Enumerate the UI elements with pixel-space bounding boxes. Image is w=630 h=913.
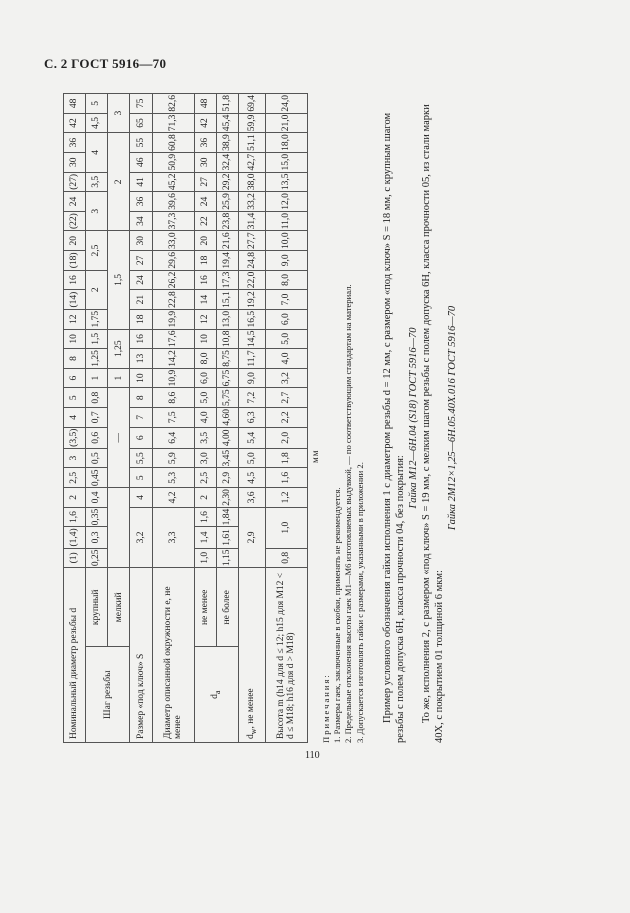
size-header: 5 bbox=[64, 388, 86, 408]
table-cell: 5,0 bbox=[239, 448, 265, 468]
table-cell: 2,2 bbox=[265, 408, 307, 428]
table-cell: 6 bbox=[130, 427, 152, 448]
table-cell: 6,0 bbox=[194, 368, 216, 388]
table-cell: 0,5 bbox=[86, 448, 108, 468]
table-cell: 0,45 bbox=[86, 468, 108, 488]
table-cell: 48 bbox=[194, 94, 216, 114]
size-header: (18) bbox=[64, 251, 86, 271]
table-cell: 6,3 bbox=[239, 408, 265, 428]
size-header: 30 bbox=[64, 152, 86, 172]
table-cell: 0,25 bbox=[86, 548, 108, 568]
table-cell: 25,9 bbox=[217, 192, 239, 212]
table-cell: 15,0 bbox=[265, 152, 307, 172]
row-label: не более bbox=[217, 568, 239, 647]
size-header: 20 bbox=[64, 231, 86, 251]
size-header: (27) bbox=[64, 172, 86, 192]
size-header: 24 bbox=[64, 192, 86, 212]
row-label: Шаг резьбы bbox=[86, 647, 130, 743]
table-cell: 1,6 bbox=[265, 468, 307, 488]
da-symbol: d bbox=[210, 694, 221, 699]
table-cell: 10 bbox=[194, 329, 216, 349]
table-cell: 65 bbox=[130, 113, 152, 133]
table-cell: 36 bbox=[194, 133, 216, 153]
row-label: мелкий bbox=[108, 568, 130, 647]
table-cell: 2,30 bbox=[217, 488, 239, 508]
row-label: Диаметр описанной окружности е, не менее bbox=[152, 568, 194, 743]
table-cell: 8 bbox=[130, 388, 152, 408]
table-cell: 6,0 bbox=[265, 309, 307, 329]
table-cell: 51,8 bbox=[217, 94, 239, 114]
table-cell: 10,8 bbox=[217, 329, 239, 349]
table-cell: 22,8 bbox=[152, 290, 194, 310]
table-cell: 1,75 bbox=[86, 309, 108, 329]
table-cell: 24,0 bbox=[265, 94, 307, 114]
page-number: 110 bbox=[305, 750, 320, 761]
table-cell: 13 bbox=[130, 349, 152, 369]
table-cell: 75 bbox=[130, 94, 152, 114]
fine-pitch-row bbox=[108, 94, 130, 743]
table-cell: 7 bbox=[130, 408, 152, 428]
size-header: (22) bbox=[64, 211, 86, 231]
size-header: 16 bbox=[64, 270, 86, 290]
table-cell: 2,5 bbox=[86, 231, 108, 270]
table-cell: 7,2 bbox=[239, 388, 265, 408]
table-cell: 7,0 bbox=[265, 290, 307, 310]
table-cell: 3,5 bbox=[194, 427, 216, 448]
table-cell: 16 bbox=[130, 329, 152, 349]
coarse-pitch-row bbox=[86, 94, 108, 743]
table-cell: — bbox=[108, 388, 130, 488]
table-cell: 17,6 bbox=[152, 329, 194, 349]
table-cell: 8,6 bbox=[152, 388, 194, 408]
table-cell: 23,8 bbox=[217, 211, 239, 231]
table-cell: 5 bbox=[130, 468, 152, 488]
table-cell: 1,25 bbox=[86, 349, 108, 369]
table-cell: 38,9 bbox=[217, 133, 239, 153]
table-cell: 20 bbox=[194, 231, 216, 251]
table-cell: 45,4 bbox=[217, 113, 239, 133]
table-cell: 4 bbox=[130, 488, 152, 508]
table-cell: 10,9 bbox=[152, 368, 194, 388]
table-cell: 4,60 bbox=[217, 408, 239, 428]
table-cell: 59,9 bbox=[239, 113, 265, 133]
m-row bbox=[265, 94, 307, 743]
dw-subscript: w bbox=[248, 728, 258, 735]
header-row bbox=[64, 94, 86, 743]
table-cell: 4,0 bbox=[265, 349, 307, 369]
dw-symbol: d bbox=[245, 734, 256, 739]
table-cell: 1,5 bbox=[86, 329, 108, 349]
table-cell: 1,25 bbox=[108, 329, 130, 368]
table-cell: 3,2 bbox=[265, 368, 307, 388]
table-cell: 5,4 bbox=[239, 427, 265, 448]
table-cell: 3,6 bbox=[239, 488, 265, 508]
table-cell: 15,1 bbox=[217, 290, 239, 310]
table-cell: 16,5 bbox=[239, 309, 265, 329]
table-cell: 33,0 bbox=[152, 231, 194, 251]
e-row bbox=[152, 94, 194, 743]
row-label: Размер «под ключ» S bbox=[130, 568, 152, 743]
table-cell: 4,2 bbox=[152, 488, 194, 508]
table-cell: 5,5 bbox=[130, 448, 152, 468]
table-cell: 12,0 bbox=[265, 192, 307, 212]
size-header: 1,6 bbox=[64, 507, 86, 527]
table-cell: 4,00 bbox=[217, 427, 239, 448]
table-cell: 32,4 bbox=[217, 152, 239, 172]
table-cell: 38,0 bbox=[239, 172, 265, 192]
table-cell: 3,45 bbox=[217, 448, 239, 468]
table-cell: 5,0 bbox=[194, 388, 216, 408]
size-header: (14) bbox=[64, 290, 86, 310]
table-cell: 1 bbox=[86, 368, 108, 388]
size-header: 48 bbox=[64, 94, 86, 114]
table-cell: 11,0 bbox=[265, 211, 307, 231]
size-header: 2,5 bbox=[64, 468, 86, 488]
size-header: 42 bbox=[64, 113, 86, 133]
table-cell: 21,6 bbox=[217, 231, 239, 251]
table-cell: 13,0 bbox=[217, 309, 239, 329]
table-cell: 2,9 bbox=[217, 468, 239, 488]
table-cell: 50,9 bbox=[152, 152, 194, 172]
row-label bbox=[239, 568, 265, 743]
nut-dimensions-table bbox=[63, 93, 308, 743]
table-cell: 10,0 bbox=[265, 231, 307, 251]
table-cell: 3,0 bbox=[194, 448, 216, 468]
size-header: 36 bbox=[64, 133, 86, 153]
designation-example bbox=[381, 93, 459, 743]
table-cell: 1,2 bbox=[265, 488, 307, 508]
table-cell: 14,5 bbox=[239, 329, 265, 349]
table-cell: 11,7 bbox=[239, 349, 265, 369]
table-cell: 1,0 bbox=[194, 548, 216, 568]
size-header: 2 bbox=[64, 488, 86, 508]
example-formula-2: Гайка 2М12×1,25—6Н.05.40Х.016 ГОСТ 5916—70 bbox=[447, 305, 458, 531]
table-cell: 1,8 bbox=[265, 448, 307, 468]
table-cell: 0,3 bbox=[86, 527, 108, 548]
table-cell: 36 bbox=[130, 192, 152, 212]
table-cell: 2 bbox=[86, 270, 108, 309]
table-cell: 9,0 bbox=[239, 368, 265, 388]
table-cell: 0,4 bbox=[86, 488, 108, 508]
table-cell: 27,7 bbox=[239, 231, 265, 251]
size-header: 8 bbox=[64, 349, 86, 369]
table-cell: 12 bbox=[194, 309, 216, 329]
table-cell: 29,6 bbox=[152, 251, 194, 271]
table-cell: 16 bbox=[194, 270, 216, 290]
table-cell: 82,6 bbox=[152, 94, 194, 114]
table-cell: 1,15 bbox=[217, 548, 239, 568]
table-cell: 19,2 bbox=[239, 290, 265, 310]
table-cell: 34 bbox=[130, 211, 152, 231]
table-cell: 5,0 bbox=[265, 329, 307, 349]
table-cell: 14,2 bbox=[152, 349, 194, 369]
table-cell: 9,0 bbox=[265, 251, 307, 271]
da-subscript: a bbox=[213, 690, 223, 695]
table-cell: 27 bbox=[194, 172, 216, 192]
table-cell: 8,75 bbox=[217, 349, 239, 369]
units-label: мм bbox=[310, 449, 320, 463]
table-cell: 69,4 bbox=[239, 94, 265, 114]
row-label: не менее bbox=[194, 568, 216, 647]
note-item: 3. Допускается изготовлять гайки с размерами, указанными в приложении 2. bbox=[354, 462, 365, 743]
row-label: крупный bbox=[86, 568, 108, 647]
table-cell: 33,2 bbox=[239, 192, 265, 212]
table-cell: 27 bbox=[130, 251, 152, 271]
table-cell: 14 bbox=[194, 290, 216, 310]
table-cell: 13,5 bbox=[265, 172, 307, 192]
table-cell: 37,3 bbox=[152, 211, 194, 231]
table-cell: 41 bbox=[130, 172, 152, 192]
note-item: 1. Размеры гаек, заключенные в скобки, применять не рекомендуется. bbox=[332, 487, 343, 743]
table-cell: 39,6 bbox=[152, 192, 194, 212]
table-cell: 2,5 bbox=[194, 468, 216, 488]
table-cell: 4,5 bbox=[239, 468, 265, 488]
table-cell: 24 bbox=[194, 192, 216, 212]
table-cell: 0,8 bbox=[265, 548, 307, 568]
rotated-content bbox=[63, 93, 623, 743]
table-cell: 46 bbox=[130, 152, 152, 172]
table-cell: 2,7 bbox=[265, 388, 307, 408]
table-cell: 18 bbox=[194, 251, 216, 271]
table-cell: 4,0 bbox=[194, 408, 216, 428]
table-cell: 51,1 bbox=[239, 133, 265, 153]
table-cell: 5 bbox=[86, 94, 108, 114]
example-formula-1: Гайка М12—6Н.04 (S18) ГОСТ 5916—70 bbox=[408, 327, 419, 509]
table-cell: 0,7 bbox=[86, 408, 108, 428]
table-cell: 60,8 bbox=[152, 133, 194, 153]
table-cell: 0,6 bbox=[86, 427, 108, 448]
table-cell: 4,5 bbox=[86, 113, 108, 133]
table-cell: 26,2 bbox=[152, 270, 194, 290]
table-cell: 3,3 bbox=[152, 507, 194, 567]
example-paragraph-2: То же, исполнения 2, с размером «под ключ» S = 19 мм, с мелким шагом резьбы с полем допуска 6Н, класса прочности 05, из стали марки 40Х, с покрытием 01 толщиной 6 мкм: bbox=[421, 104, 445, 743]
table-cell: 0,35 bbox=[86, 507, 108, 527]
size-header: 12 bbox=[64, 309, 86, 329]
table-cell: 30 bbox=[194, 152, 216, 172]
table-cell: 1,4 bbox=[194, 527, 216, 548]
size-header: (1) bbox=[64, 548, 86, 568]
size-header: (1,4) bbox=[64, 527, 86, 548]
row-label bbox=[194, 647, 238, 743]
table-cell: 22 bbox=[194, 211, 216, 231]
notes-title: Примечания: bbox=[321, 673, 331, 743]
table-cell: 1 bbox=[108, 368, 130, 388]
table-cell: 21,0 bbox=[265, 113, 307, 133]
table-cell: 1,61 bbox=[217, 527, 239, 548]
da-max-row bbox=[217, 94, 239, 743]
table-cell: 18 bbox=[130, 309, 152, 329]
table-cell: 8,0 bbox=[194, 349, 216, 369]
table-cell: 24,8 bbox=[239, 251, 265, 271]
table-cell: 42,7 bbox=[239, 152, 265, 172]
table-cell: 42 bbox=[194, 113, 216, 133]
size-header: (3,5) bbox=[64, 427, 86, 448]
table-cell: 45,2 bbox=[152, 172, 194, 192]
table-cell: 5,9 bbox=[152, 448, 194, 468]
table-cell: 24 bbox=[130, 270, 152, 290]
table-cell: 55 bbox=[130, 133, 152, 153]
table-cell: 3,5 bbox=[86, 172, 108, 192]
table-cell: 6,4 bbox=[152, 427, 194, 448]
table-cell: 29,2 bbox=[217, 172, 239, 192]
page-header: С. 2 ГОСТ 5916—70 bbox=[44, 56, 167, 71]
row-label: Высота m (h14 для d ≤ 12; h15 для M12 < d ≤ M18; h16 для d > M18) bbox=[265, 568, 307, 743]
table-cell: 1,6 bbox=[194, 507, 216, 527]
table-cell: 10 bbox=[130, 368, 152, 388]
table-cell: 5,75 bbox=[217, 388, 239, 408]
row-label: Номинальный диаметр резьбы d bbox=[64, 568, 86, 743]
table-cell: 19,4 bbox=[217, 251, 239, 271]
table-cell bbox=[108, 488, 130, 568]
table-cell: 2 bbox=[108, 133, 130, 231]
size-header: 6 bbox=[64, 368, 86, 388]
table-cell: 2,9 bbox=[239, 507, 265, 567]
size-header: 10 bbox=[64, 329, 86, 349]
table-cell: 21 bbox=[130, 290, 152, 310]
example-paragraph-1: Пример условного обозначения гайки исполнения 1 с диаметром резьбы d = 12 мм, с размером «под ключ» S = 18 мм, с крупным шагом резьбы с полем допуска 6Н, класса прочности 04, без покрытия: bbox=[382, 112, 406, 743]
table-cell: 2 bbox=[194, 488, 216, 508]
dw-suffix: , не менее bbox=[245, 688, 256, 729]
size-header: 3 bbox=[64, 448, 86, 468]
table-cell: 3 bbox=[108, 94, 130, 133]
dw-row bbox=[239, 94, 265, 743]
size-header: 4 bbox=[64, 408, 86, 428]
table-cell: 6,75 bbox=[217, 368, 239, 388]
s-row bbox=[130, 94, 152, 743]
table-cell: 1,5 bbox=[108, 231, 130, 329]
table-cell: 30 bbox=[130, 231, 152, 251]
table-cell: 2,0 bbox=[265, 427, 307, 448]
da-min-row bbox=[194, 94, 216, 743]
table-cell: 22,0 bbox=[239, 270, 265, 290]
table-cell: 1,0 bbox=[265, 507, 307, 548]
table-cell: 3,2 bbox=[130, 507, 152, 567]
note-item: 2. Предельные отклонения высоты гаек M1—M6 изготовляемых выдувкой, — по соответствующим стандартам на материал. bbox=[343, 284, 354, 743]
table-cell: 19,9 bbox=[152, 309, 194, 329]
table-cell: 31,4 bbox=[239, 211, 265, 231]
table-cell: 4 bbox=[86, 133, 108, 172]
table-cell: 1,84 bbox=[217, 507, 239, 527]
table-cell: 0,8 bbox=[86, 388, 108, 408]
table-cell: 5,3 bbox=[152, 468, 194, 488]
table-cell: 7,5 bbox=[152, 408, 194, 428]
table-cell: 17,3 bbox=[217, 270, 239, 290]
table-cell: 8,0 bbox=[265, 270, 307, 290]
table-cell: 3 bbox=[86, 192, 108, 231]
table-cell: 18,0 bbox=[265, 133, 307, 153]
table-cell: 71,3 bbox=[152, 113, 194, 133]
notes-block bbox=[321, 93, 366, 743]
